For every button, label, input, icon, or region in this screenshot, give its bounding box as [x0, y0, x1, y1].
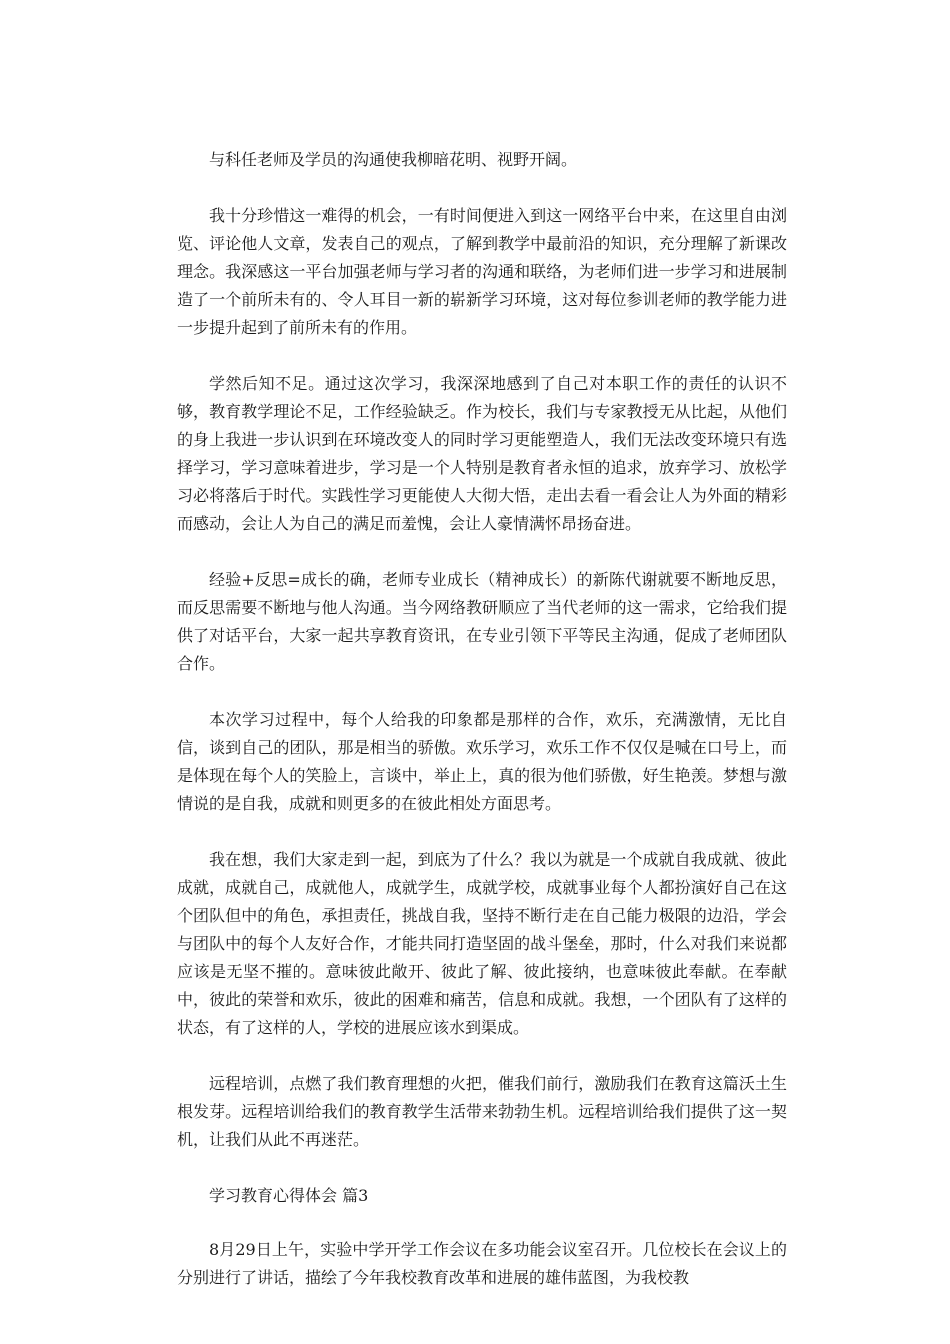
- paragraph: 经验+反思=成长的确，老师专业成长（精神成长）的新陈代谢就要不断地反思，而反思需要不断地与他人沟通。当今网络教研顺应了当代老师的这一需求，它给我们提供了对话平台，大家一起共享教育资讯，在专业引领下平等民主沟通，促成了老师团队合作。: [177, 570, 787, 673]
- paragraph: 我十分珍惜这一难得的机会，一有时间便进入到这一网络平台中来，在这里自由浏览、评论他人文章，发表自己的观点，了解到教学中最前沿的知识，充分理解了新课改理念。我深感这一平台加强老师与学习者的沟通和联络，为老师们进一步学习和进展制造了一个前所未有的、令人耳目一新的崭新学习环境，这对每位参训老师的教学能力进一步提升起到了前所未有的作用。: [177, 206, 787, 337]
- paragraph: 本次学习过程中，每个人给我的印象都是那样的合作，欢乐，充满激情，无比自信，谈到自己的团队，那是相当的骄傲。欢乐学习，欢乐工作不仅仅是喊在口号上，而是体现在每个人的笑脸上，言谈中，举止上，真的很为他们骄傲，好生艳羡。梦想与激情说的是自我，成就和则更多的在彼此相处方面思考。: [177, 710, 787, 813]
- paragraph: 与科任老师及学员的沟通使我柳暗花明、视野开阔。: [209, 150, 578, 169]
- paragraph: 8月29日上午，实验中学开学工作会议在多功能会议室召开。几位校长在会议上的分别进行了讲话，描绘了今年我校教育改革和进展的雄伟蓝图，为我校教: [177, 1240, 787, 1287]
- document-page: [177, 146, 787, 1320]
- paragraph: 我在想，我们大家走到一起，到底为了什么？我以为就是一个成就自我成就、彼此成就，成就自己，成就他人，成就学生，成就学校，成就事业每个人都扮演好自己在这个团队但中的角色，承担责任，挑战自我，坚持不断行走在自己能力极限的边沿，学会与团队中的每个人友好合作，才能共同打造坚固的战斗堡垒，那时，什么对我们来说都应该是无坚不摧的。意味彼此敞开、彼此了解、彼此接纳，也意味彼此奉献。在奉献中，彼此的荣誉和欢乐，彼此的困难和痛苦，信息和成就。我想，一个团队有了这样的状态，有了这样的人，学校的进展应该水到渠成。: [177, 850, 787, 1037]
- paragraph: 远程培训，点燃了我们教育理想的火把，催我们前行，激励我们在教育这篇沃土生根发芽。远程培训给我们的教育教学生活带来勃勃生机。远程培训给我们提供了这一契机，让我们从此不再迷茫。: [177, 1074, 787, 1149]
- section-title: 学习教育心得体会 篇3: [209, 1186, 369, 1205]
- paragraph: 学然后知不足。通过这次学习，我深深地感到了自己对本职工作的责任的认识不够，教育教学理论不足，工作经验缺乏。作为校长，我们与专家教授无从比起，从他们的身上我进一步认识到在环境改变人的同时学习更能塑造人，我们无法改变环境只有选择学习，学习意味着进步，学习是一个人特别是教育者永恒的追求，放弃学习、放松学习必将落后于时代。实践性学习更能使人大彻大悟，走出去看一看会让人为外面的精彩而感动，会让人为自己的满足而羞愧，会让人豪情满怀昂扬奋进。: [177, 374, 787, 533]
